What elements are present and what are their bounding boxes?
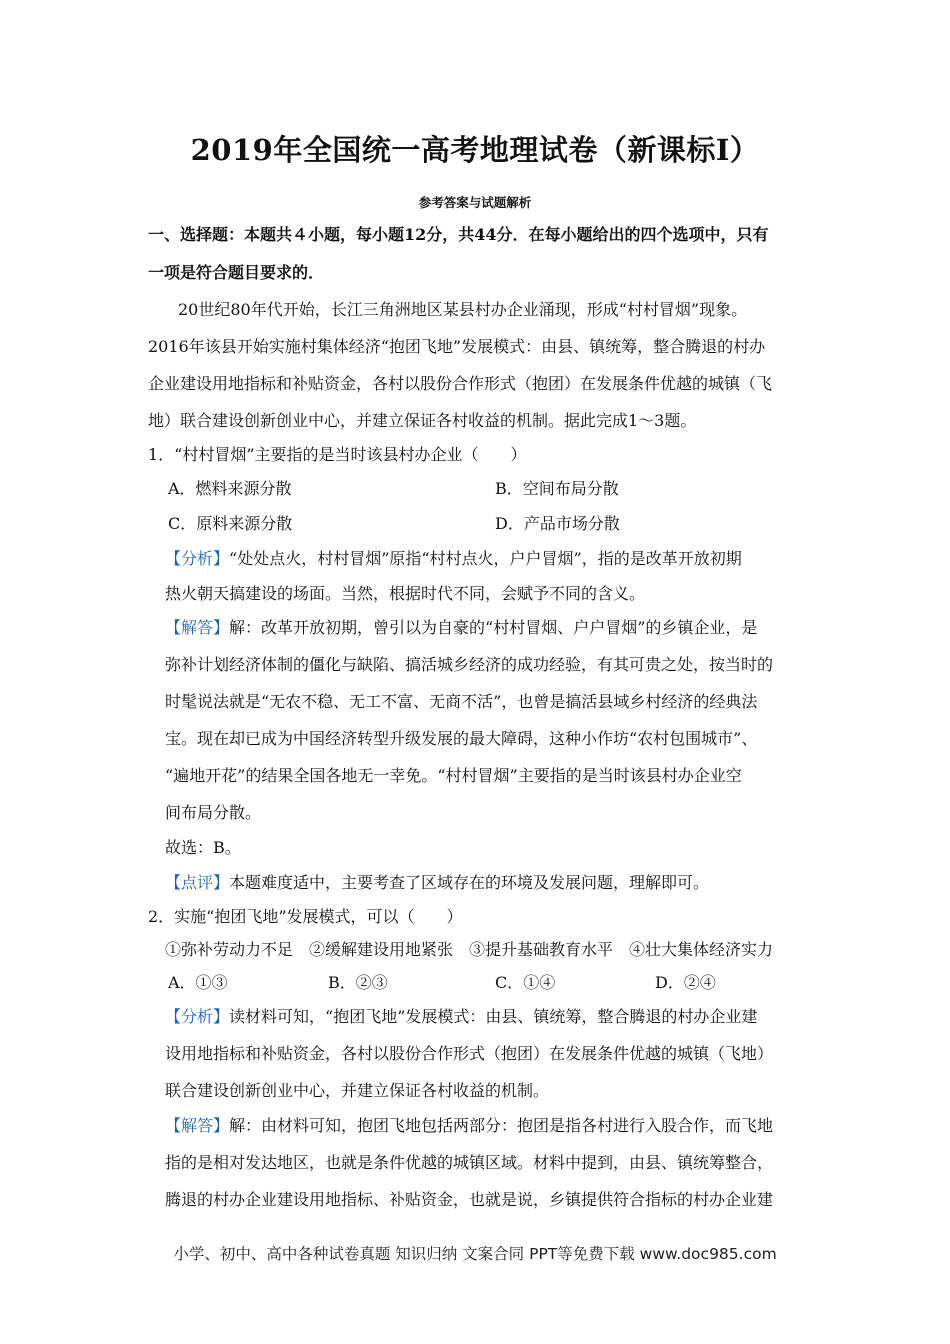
question-2-stem: 2．实施“抱团飞地”发展模式，可以（ ） xyxy=(148,907,463,926)
question-2-answer-line-2: 指的是相对发达地区，也就是条件优越的城镇区域。材料中提到，由县、镇统筹整合， xyxy=(165,1153,774,1172)
question-2-option-c: C．①④ xyxy=(495,973,556,992)
question-2-items: ①弥补劳动力不足 ②缓解建设用地紧张 ③提升基础教育水平 ④壮大集体经济实力 xyxy=(165,940,774,959)
question-1-option-c: C．原料来源分散 xyxy=(168,514,293,533)
analysis-text: 读材料可知，“抱团飞地”发展模式：由县、镇统筹，整合腾退的村办企业建 xyxy=(229,1007,758,1026)
question-1-option-b: B．空间布局分散 xyxy=(495,479,619,498)
question-1-option-a: A．燃料来源分散 xyxy=(168,479,292,498)
section-heading-line-1: 一、选择题：本题共４小题，每小题12分，共44分．在每小题给出的四个选项中，只有 xyxy=(148,225,769,244)
question-2-analysis-line-1 xyxy=(165,1006,757,1028)
answer-text: 解：由材料可知，抱团飞地包括两部分：抱团是指各村进行入股合作，而飞地 xyxy=(229,1116,774,1135)
question-1-stem: 1．“村村冒烟”主要指的是当时该县村办企业（ ） xyxy=(148,445,527,464)
question-1-option-d: D．产品市场分散 xyxy=(495,514,620,533)
question-2-analysis-line-2: 设用地指标和补贴资金，各村以股份合作形式（抱团）在发展条件优越的城镇（飞地） xyxy=(165,1044,774,1063)
section-heading-line-2: 一项是符合题目要求的． xyxy=(148,263,325,282)
passage-line-3: 企业建设用地指标和补贴资金，各村以股份合作形式（抱团）在发展条件优越的城镇（飞 xyxy=(148,374,773,393)
comment-text: 本题难度适中，主要考查了区域存在的环境及发展问题，理解即可。 xyxy=(229,873,710,892)
passage-line-2: 2016年该县开始实施村集体经济“抱团飞地”发展模式：由县、镇统筹，整合腾退的村办 xyxy=(148,337,766,356)
question-2-option-a: A．①③ xyxy=(168,973,228,992)
question-1-answer-line-6: 间布局分散。 xyxy=(165,803,262,822)
page-footer: 小学、初中、高中各种试卷真题 知识归纳 文案合同 PPT等免费下载 www.doc985.com xyxy=(173,1245,777,1263)
question-1-answer-line-3: 时髦说法就是“无农不稳、无工不富、无商不活”，也曾是搞活县域乡村经济的经典法 xyxy=(165,692,758,711)
comment-tag: 【点评】 xyxy=(165,873,230,892)
question-2-option-d: D．②④ xyxy=(655,973,716,992)
question-1-analysis-line-1 xyxy=(165,548,742,570)
analysis-text: “处处点火，村村冒烟”原指“村村点火，户户冒烟”，指的是改革开放初期 xyxy=(229,549,742,568)
question-2-answer-line-3: 腾退的村办企业建设用地指标、补贴资金，也就是说，乡镇提供符合指标的村办企业建 xyxy=(165,1190,774,1209)
page-subtitle: 参考答案与试题解析 xyxy=(418,195,532,210)
question-1-analysis-line-2: 热火朝天搞建设的场面。当然，根据时代不同，会赋予不同的含义。 xyxy=(165,584,646,603)
question-1-choice: 故选：B。 xyxy=(165,838,241,857)
passage-line-4: 地）联合建设创新创业中心，并建立保证各村收益的机制。据此完成1～3题。 xyxy=(148,411,697,430)
analysis-tag: 【分析】 xyxy=(165,549,230,568)
page-title: 2019年全国统一高考地理试卷（新课标Ⅰ） xyxy=(190,133,760,167)
question-2-answer-line-1 xyxy=(165,1115,773,1137)
answer-text: 解：改革开放初期，曾引以为自豪的“村村冒烟、户户冒烟”的乡镇企业，是 xyxy=(229,618,758,637)
question-1-answer-line-4: 宝。现在却已成为中国经济转型升级发展的最大障碍，这种小作坊“农村包围城市”、 xyxy=(165,729,758,748)
question-1-answer-line-5: “遍地开花”的结果全国各地无一幸免。“村村冒烟”主要指的是当时该县村办企业空 xyxy=(165,766,742,785)
answer-tag: 【解答】 xyxy=(165,1116,230,1135)
question-1-answer-line-2: 弥补计划经济体制的僵化与缺陷、搞活城乡经济的成功经验，有其可贵之处，按当时的 xyxy=(165,655,774,674)
answer-tag: 【解答】 xyxy=(165,618,230,637)
passage-line-1: 20世纪80年代开始，长江三角洲地区某县村办企业涌现，形成“村村冒烟”现象。 xyxy=(178,300,748,319)
question-2-analysis-line-3: 联合建设创新创业中心，并建立保证各村收益的机制。 xyxy=(165,1081,550,1100)
analysis-tag: 【分析】 xyxy=(165,1007,230,1026)
question-2-option-b: B．②③ xyxy=(328,973,388,992)
question-1-comment xyxy=(165,872,709,894)
question-1-answer-line-1 xyxy=(165,617,757,639)
